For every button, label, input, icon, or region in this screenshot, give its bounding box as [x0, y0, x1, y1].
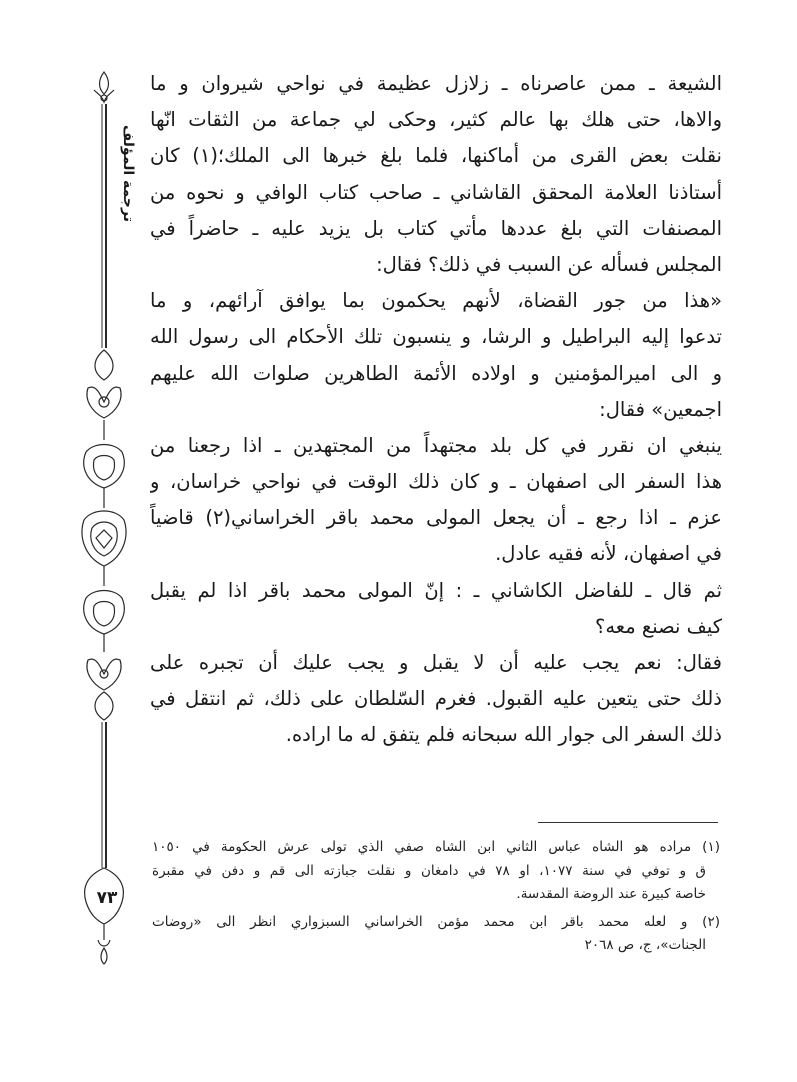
- page-number: ٧٣: [96, 888, 118, 908]
- footnote-line: (١) مراده هو الشاه عباس الثاني ابن الشاه صفي الذي تولى عرش الحكومة في ١٠٥٠: [152, 839, 720, 855]
- footnote-separator: [538, 822, 718, 823]
- body-line: المصنفات التي بلغ عددها مأتي كتاب بل يزيد عليه ـ حاضراً في: [150, 216, 722, 240]
- body-line: الشيعة ـ ممن عاصرناه ـ زلازل عظيمة في نواحي شيروان و ما: [150, 72, 722, 95]
- body-line: ينبغي ان نقرر في كل بلد مجتهداً من المجتهدين ـ اذا رجعنا من: [150, 433, 722, 457]
- body-line: والاها، حتى هلك بها عالم كثير، وحكى لي جماعة من الثقات انّها: [150, 108, 722, 132]
- footnote-line: الجنات»، ج، ص ٢٠٦٨: [584, 937, 706, 953]
- body-line: هذا السفر الى اصفهان ـ و كان ذلك الوقت في نواحي خراسان، و: [150, 470, 722, 494]
- body-line: المجلس فسأله عن السبب في ذلك؟ فقال:: [376, 252, 722, 276]
- body-line: ذلك حتى يتعين عليه القبول. فغرم السّلطان على ذلك، ثم انتقل في: [150, 687, 722, 711]
- central-ornament: [82, 350, 126, 720]
- footnote-line: (٢) و لعله محمد باقر ابن محمد مؤمن الخراساني السبزواري انظر الى «روضات: [152, 913, 720, 930]
- body-line: «هذا من جور القضاة، لأنهم يحكمون بما يوافق آرائهم، و ما: [150, 289, 722, 313]
- page-number-cartouche: [85, 868, 124, 964]
- footnote-line: خاصة كبيرة عند الروضة المقدسة.: [516, 886, 706, 902]
- body-line: فقال: نعم يجب عليه أن لا يقبل و يجب عليك أن تجبره على: [150, 651, 722, 674]
- footnote-line: ق و توفي في سنة ١٠٧٧، او ٧٨ في دامغان و نقلت جبازته الى قم و دفن في مقبرة: [152, 862, 707, 879]
- body-line: ذلك السفر الى جوار الله سبحانه فلم يتفق له ما اراده.: [285, 723, 722, 747]
- body-line: أستاذنا العلامة المحقق القاشاني ـ صاحب كتاب الوافي و نحوه من: [150, 180, 722, 204]
- body-line: كيف نصنع معه؟: [594, 614, 722, 638]
- body-line: في اصفهان، لأنه فقيه عادل.: [495, 542, 722, 566]
- running-head: ترجمة المؤلف: [120, 124, 136, 222]
- main-text-block: [150, 66, 722, 754]
- body-line: ثم قال ـ للفاضل الكاشاني ـ : إنّ المولى محمد باقر اذا لم يقبل: [150, 578, 722, 602]
- top-finial-ornament: [94, 72, 114, 102]
- body-line: و الى اميرالمؤمنين و اولاده الأئمة الطاهرين صلوات الله عليهم: [150, 361, 722, 385]
- body-line: تدعوا إليه البراطيل و الرشا، و ينسبون تلك الأحكام الى رسول الله: [150, 325, 722, 349]
- body-line: نقلت بعض القرى من أماكنها، فلما بلغ خبرها الى الملك؛(١) كان: [150, 144, 722, 168]
- body-line: اجمعين» فقال:: [599, 397, 722, 421]
- footnotes-block: [152, 836, 720, 958]
- body-line: عزم ـ اذا رجع ـ أن يجعل المولى محمد باقر الخراساني(٢) قاضياً: [150, 506, 722, 530]
